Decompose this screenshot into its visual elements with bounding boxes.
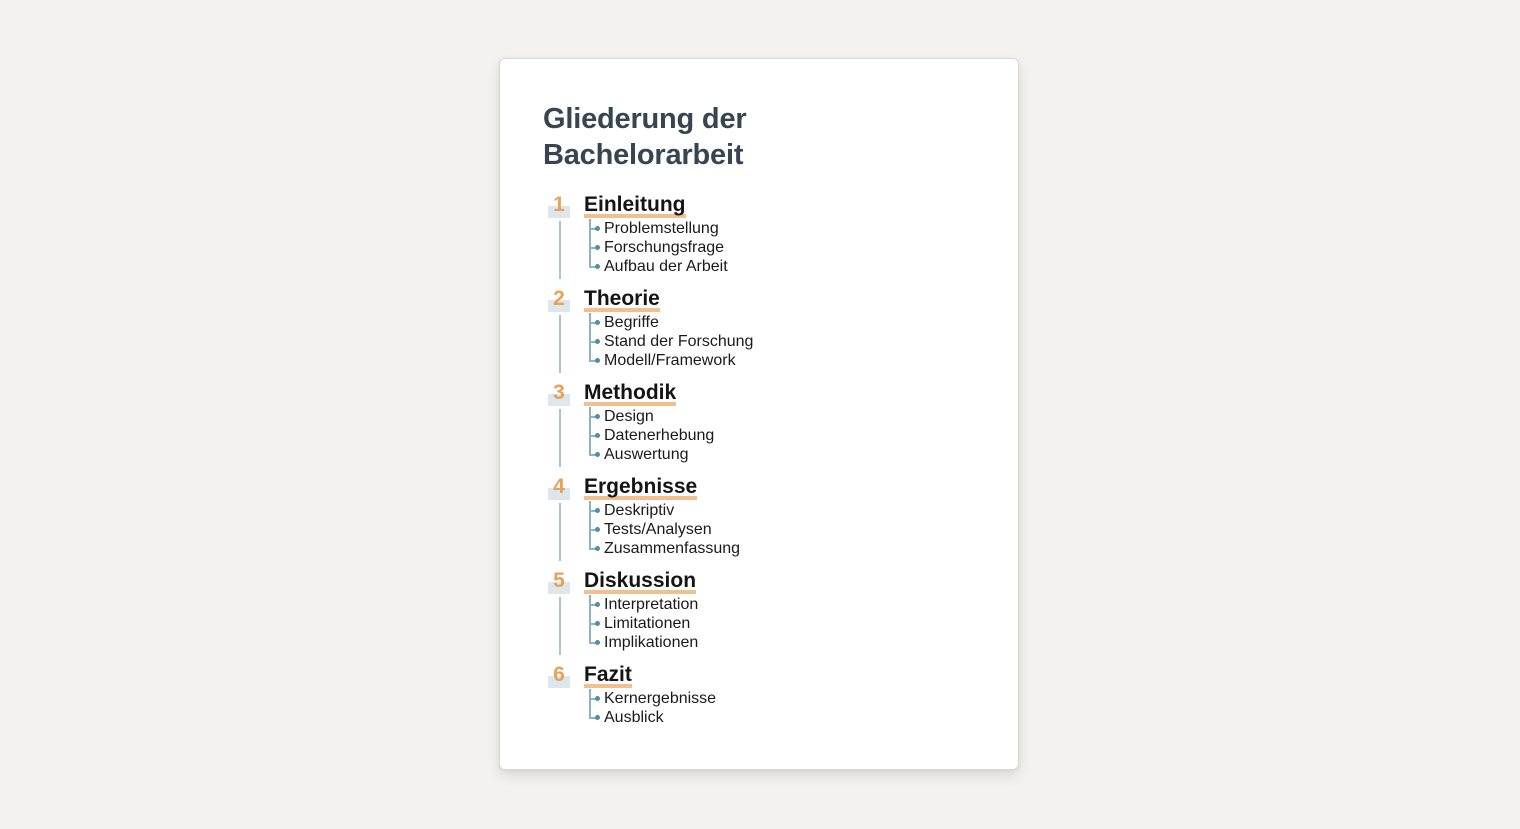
section-number-badge xyxy=(548,663,570,689)
tree-branch-end-icon xyxy=(588,351,600,370)
tree-branch-icon xyxy=(588,313,600,332)
section-number-badge xyxy=(548,381,570,407)
subsection-item: Kernergebnisse xyxy=(588,689,716,708)
subsection-item: Implikationen xyxy=(588,633,698,652)
section-number-badge xyxy=(548,287,570,313)
section-number-badge xyxy=(548,193,570,219)
tree-branch-icon xyxy=(588,219,600,238)
page-title-line-1: Gliederung der xyxy=(543,103,747,135)
section-number: 2 xyxy=(553,287,565,310)
tree-branch-icon xyxy=(588,407,600,426)
outline-page xyxy=(499,58,1019,770)
subsection-item: Begriffe xyxy=(588,313,753,332)
outline-section xyxy=(548,661,988,755)
subsection-item: Deskriptiv xyxy=(588,501,740,520)
section-number-badge xyxy=(548,475,570,501)
section-number: 5 xyxy=(553,569,565,592)
subsection-list xyxy=(588,219,728,276)
tree-branch-icon xyxy=(588,238,600,257)
subsection-list xyxy=(588,313,753,370)
section-title: Fazit xyxy=(584,663,632,686)
outline-list xyxy=(548,191,988,755)
section-connector-line xyxy=(559,221,561,279)
subsection-list xyxy=(588,501,740,558)
subsection-item: Aufbau der Arbeit xyxy=(588,257,728,276)
section-number-badge xyxy=(548,569,570,595)
section-number: 4 xyxy=(553,475,565,498)
subsection-item: Limitationen xyxy=(588,614,698,633)
subsection-item: Problemstellung xyxy=(588,219,728,238)
outline-section xyxy=(548,567,988,661)
section-connector-line xyxy=(559,409,561,467)
tree-branch-icon xyxy=(588,501,600,520)
section-number: 6 xyxy=(553,663,565,686)
subsection-item: Modell/Framework xyxy=(588,351,753,370)
section-title: Diskussion xyxy=(584,569,697,592)
tree-branch-icon xyxy=(588,520,600,539)
tree-branch-end-icon xyxy=(588,445,600,464)
tree-branch-icon xyxy=(588,614,600,633)
section-title: Ergebnisse xyxy=(584,475,698,498)
section-connector-line xyxy=(559,597,561,655)
subsection-item: Ausblick xyxy=(588,708,716,727)
tree-branch-end-icon xyxy=(588,257,600,276)
subsection-item: Datenerhebung xyxy=(588,426,714,445)
section-title: Theorie xyxy=(584,287,660,310)
subsection-item: Stand der Forschung xyxy=(588,332,753,351)
page-title xyxy=(543,101,843,173)
subsection-list xyxy=(588,689,716,727)
section-title: Einleitung xyxy=(584,193,686,216)
subsection-item: Zusammenfassung xyxy=(588,539,740,558)
subsection-item: Auswertung xyxy=(588,445,714,464)
section-number: 1 xyxy=(553,193,565,216)
tree-branch-icon xyxy=(588,689,600,708)
section-number: 3 xyxy=(553,381,565,404)
section-connector-line xyxy=(559,503,561,561)
tree-branch-end-icon xyxy=(588,633,600,652)
tree-branch-icon xyxy=(588,595,600,614)
outline-section xyxy=(548,191,988,285)
subsection-item: Interpretation xyxy=(588,595,698,614)
section-title: Methodik xyxy=(584,381,677,404)
tree-branch-end-icon xyxy=(588,539,600,558)
outline-section xyxy=(548,473,988,567)
page-title-line-2: Bachelorarbeit xyxy=(543,139,744,171)
subsection-item: Forschungsfrage xyxy=(588,238,728,257)
tree-branch-icon xyxy=(588,426,600,445)
subsection-list xyxy=(588,407,714,464)
section-connector-line xyxy=(559,315,561,373)
subsection-list xyxy=(588,595,698,652)
subsection-item: Design xyxy=(588,407,714,426)
subsection-item: Tests/Analysen xyxy=(588,520,740,539)
outline-section xyxy=(548,285,988,379)
outline-section xyxy=(548,379,988,473)
tree-branch-icon xyxy=(588,332,600,351)
tree-branch-end-icon xyxy=(588,708,600,727)
